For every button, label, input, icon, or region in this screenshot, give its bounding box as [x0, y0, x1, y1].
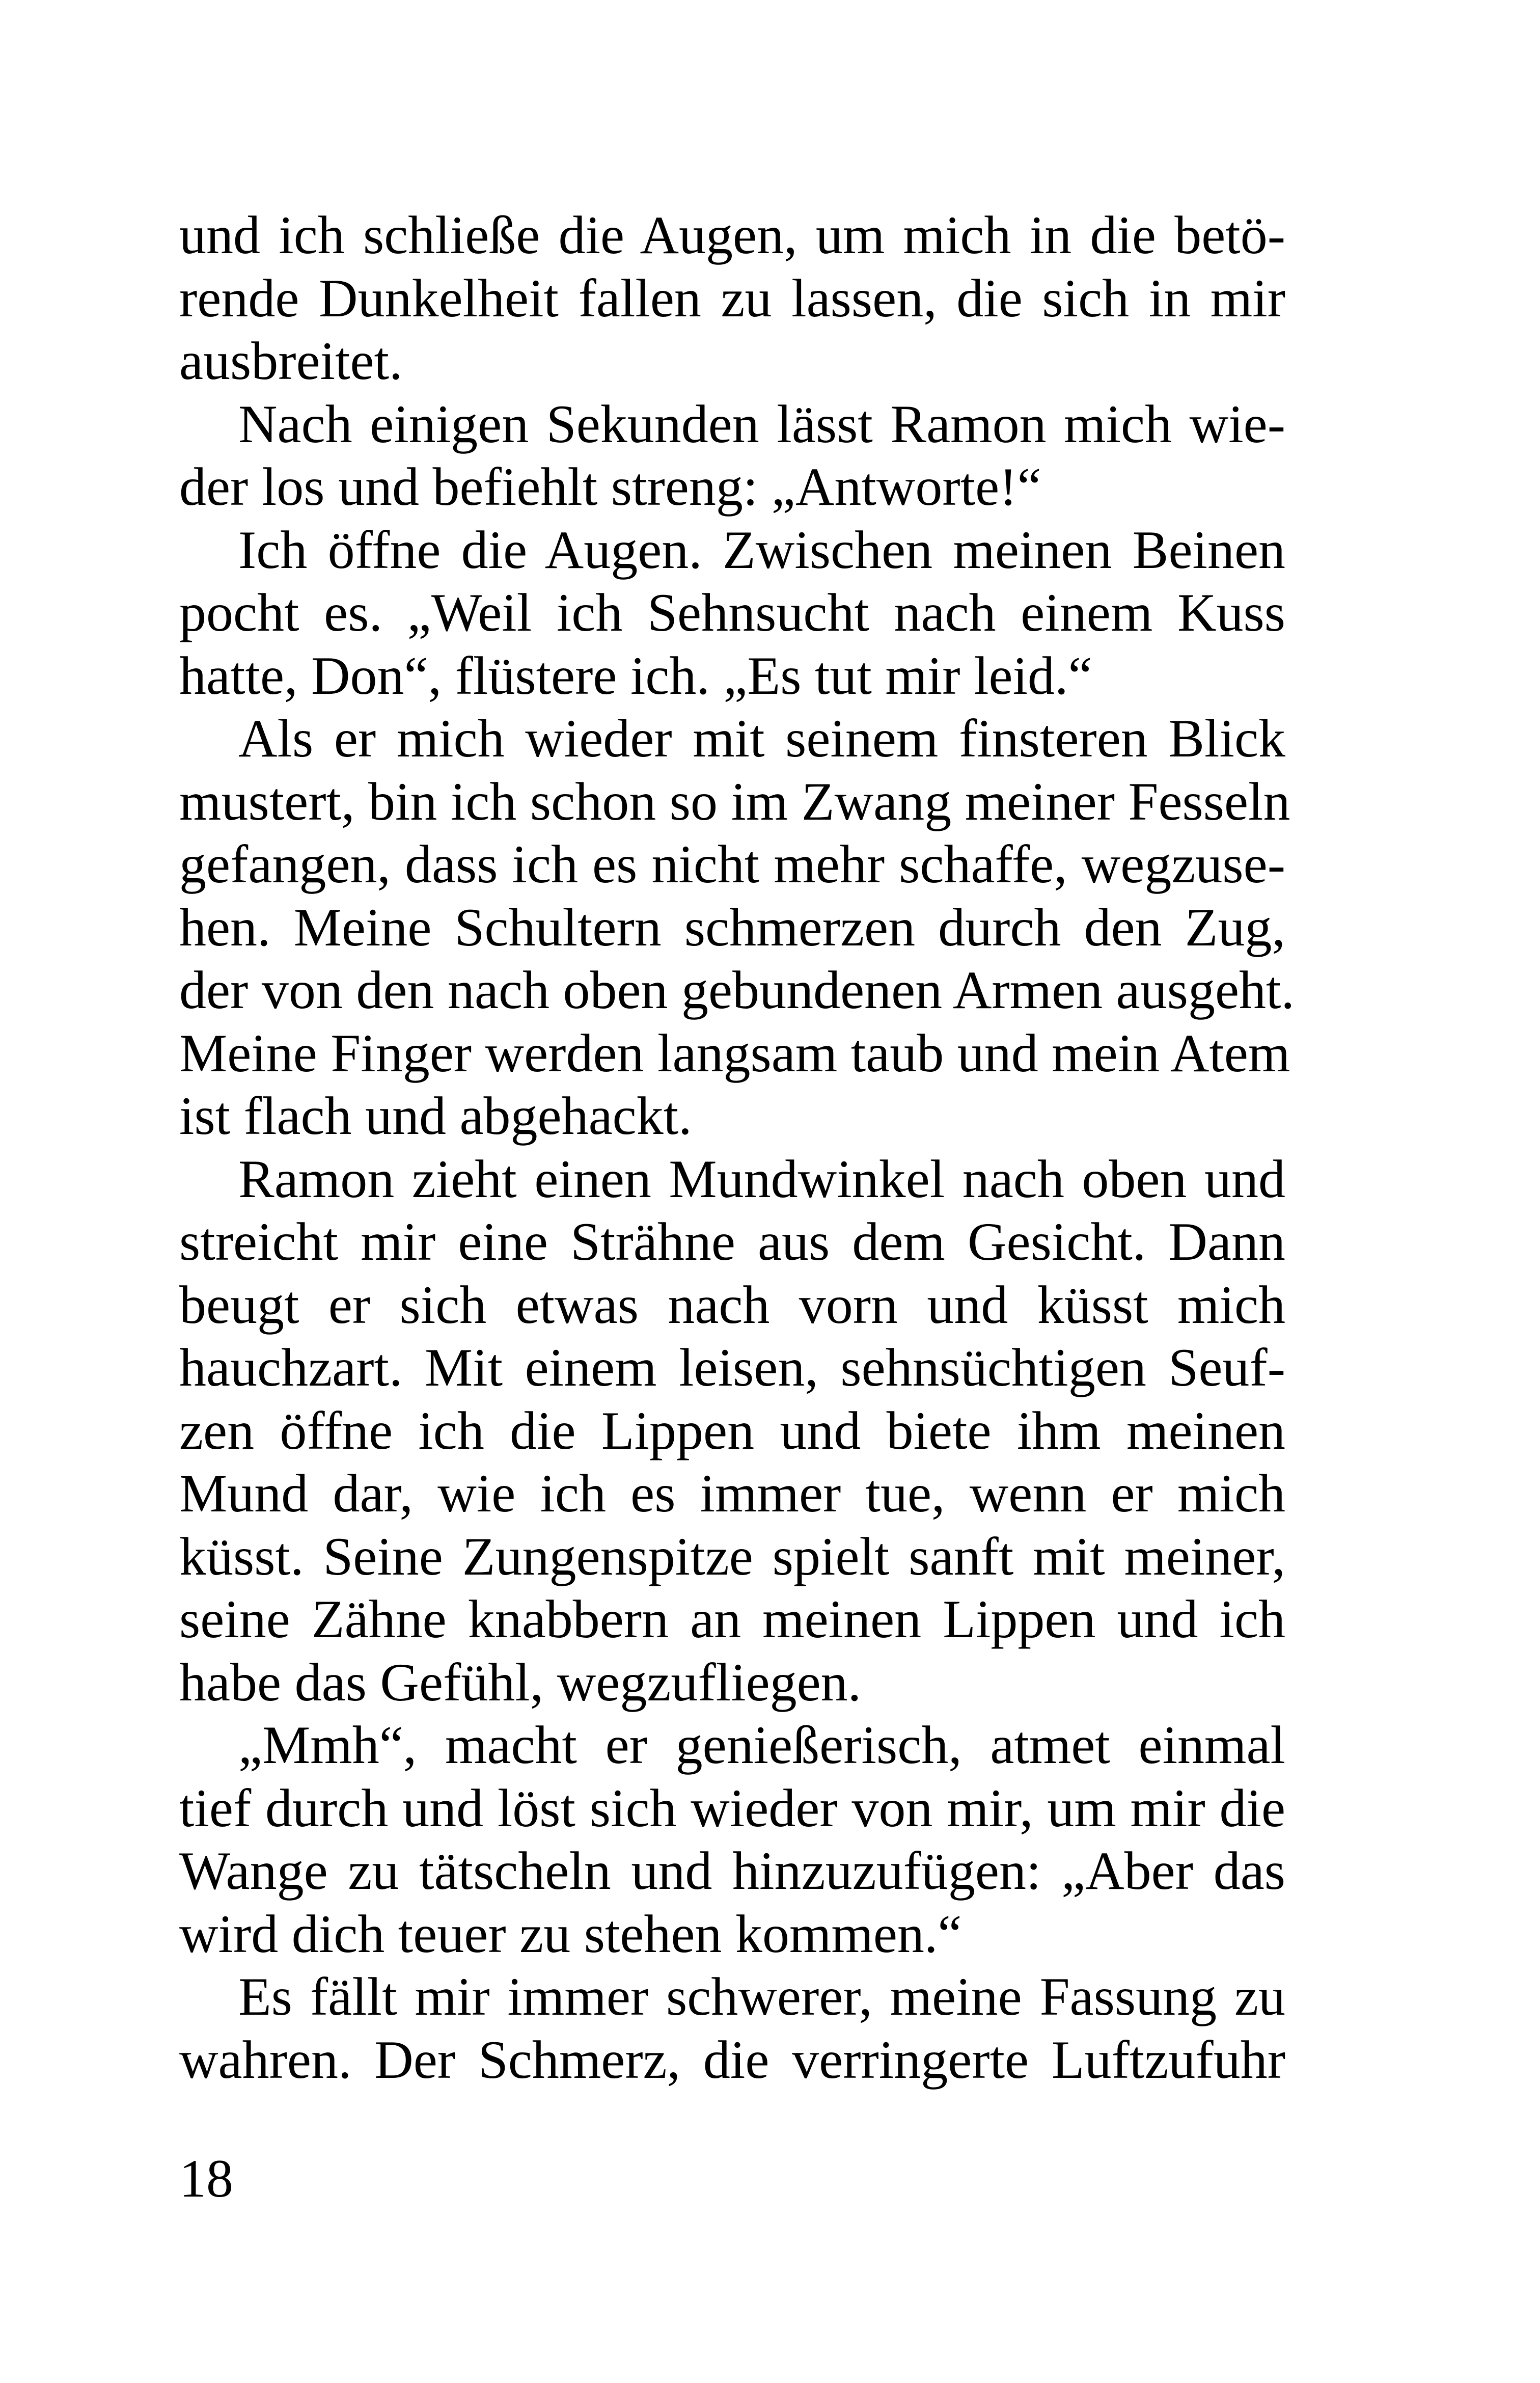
text-line: rende Dunkelheit fallen zu lassen, die sich in mir — [179, 268, 1285, 328]
text-line: wahren. Der Schmerz, die verringerte Luftzufuhr — [179, 2029, 1285, 2090]
text-line: ausbreitet. — [179, 331, 403, 391]
text-line: streicht mir eine Strähne aus dem Gesicht. Dann — [179, 1212, 1285, 1271]
page-number: 18 — [179, 2149, 233, 2208]
text-line: gefangen, dass ich es nicht mehr schaffe, wegzuse- — [179, 834, 1285, 894]
paragraph — [179, 1965, 1285, 2091]
text-line: küsst. Seine Zungenspitze spielt sanft mit meiner, — [179, 1526, 1285, 1586]
paragraph — [179, 1148, 1285, 1714]
text-line: mustert, bin ich schon so im Zwang meiner Fesseln — [179, 771, 1290, 831]
text-line: der los und befiehlt streng: „Antworte!“ — [179, 457, 1041, 517]
paragraph — [179, 707, 1295, 1148]
text-line: und ich schließe die Augen, um mich in die betö- — [179, 205, 1285, 265]
text-line: tief durch und löst sich wieder von mir, um mir die — [179, 1778, 1285, 1838]
paragraph — [179, 1714, 1285, 1965]
text-line: seine Zähne knabbern an meinen Lippen und ich — [179, 1589, 1285, 1649]
text-line: pocht es. „Weil ich Sehnsucht nach einem Kuss — [179, 583, 1285, 642]
text-line: Ramon zieht einen Mundwinkel nach oben und — [238, 1149, 1285, 1209]
paragraph — [179, 204, 1285, 393]
body-text — [179, 204, 1295, 2091]
text-line: hen. Meine Schultern schmerzen durch den Zug, — [179, 897, 1285, 957]
text-line: Nach einigen Sekunden lässt Ramon mich wie- — [238, 394, 1285, 454]
text-line: hatte, Don“, flüstere ich. „Es tut mir leid.“ — [179, 645, 1092, 706]
text-line: beugt er sich etwas nach vorn und küsst mich — [179, 1275, 1285, 1335]
text-line: wird dich teuer zu stehen kommen.“ — [179, 1904, 962, 1964]
text-line: Meine Finger werden langsam taub und mein Atem — [179, 1023, 1290, 1083]
text-line: „Mmh“, macht er genießerisch, atmet einmal — [238, 1715, 1285, 1775]
text-line: Es fällt mir immer schwerer, meine Fassung zu — [238, 1967, 1285, 2026]
text-line: Ich öffne die Augen. Zwischen meinen Beinen — [238, 520, 1285, 580]
paragraph — [179, 393, 1285, 519]
text-line: Als er mich wieder mit seinem finsteren Blick — [238, 709, 1285, 768]
text-line: ist flach und abgehackt. — [179, 1086, 692, 1146]
text-line: Mund dar, wie ich es immer tue, wenn er mich — [179, 1464, 1285, 1523]
text-line: hauchzart. Mit einem leisen, sehnsüchtigen Seuf- — [179, 1338, 1285, 1397]
text-line: der von den nach oben gebundenen Armen ausgeht. — [179, 960, 1295, 1020]
text-line: Wange zu tätscheln und hinzuzufügen: „Aber das — [179, 1841, 1285, 1901]
text-line: zen öffne ich die Lippen und biete ihm meinen — [179, 1400, 1285, 1460]
paragraph — [179, 519, 1285, 708]
text-line: habe das Gefühl, wegzufliegen. — [179, 1652, 862, 1712]
